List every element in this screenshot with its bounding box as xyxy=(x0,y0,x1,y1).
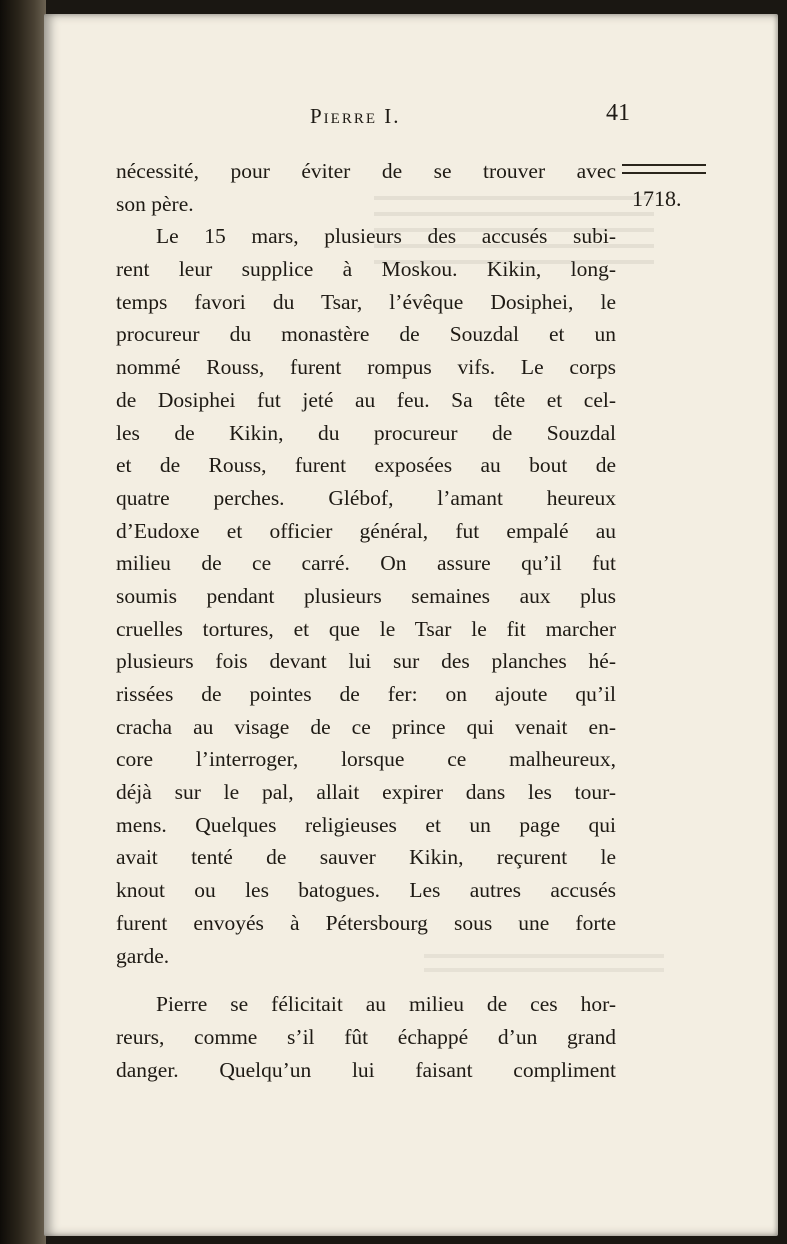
text-line: avait tenté de sauver Kikin, reçurent le xyxy=(116,845,616,870)
page-header xyxy=(310,100,630,136)
text-line: garde. xyxy=(116,943,170,968)
text-line: les de Kikin, du procureur de Souzdal xyxy=(116,420,616,445)
text-line: plusieurs fois devant lui sur des planches hé- xyxy=(116,649,616,674)
text-line: temps favori du Tsar, l’évêque Dosiphei, le xyxy=(116,289,616,314)
text-line: d’Eudoxe et officier général, fut empalé au xyxy=(116,518,616,543)
text-line: furent envoyés à Pétersbourg sous une forte xyxy=(116,910,616,935)
text-line: cracha au visage de ce prince qui venait en- xyxy=(116,714,616,739)
text-line: de Dosiphei fut jeté au feu. Sa tête et cel- xyxy=(116,387,616,412)
marginal-year: 1718. xyxy=(632,186,682,211)
book-gutter xyxy=(0,0,46,1244)
body-text xyxy=(116,155,616,1086)
text-line: rissées de pointes de fer: on ajoute qu’il xyxy=(116,682,616,706)
text-line: nécessité, pour éviter de se trouver avec xyxy=(116,159,616,183)
page-number: 41 xyxy=(606,100,630,126)
text-line: knout ou les batogues. Les autres accusés xyxy=(116,878,616,903)
text-line: quatre perches. Glébof, l’amant heureux xyxy=(116,485,616,510)
running-title: Pierre I. xyxy=(310,104,401,128)
text-line: milieu de ce carré. On assure qu’il fut xyxy=(116,551,616,576)
text-line: son père. xyxy=(116,191,194,216)
text-line: soumis pendant plusieurs semaines aux plus xyxy=(116,583,616,608)
text-line: cruelles tortures, et que le Tsar le fit marcher xyxy=(116,616,616,641)
text-line: déjà sur le pal, allait expirer dans les tour- xyxy=(116,780,616,805)
text-line: core l’interroger, lorsque ce malheureux, xyxy=(116,747,616,772)
text-line: reurs, comme s’il fût échappé d’un grand xyxy=(116,1024,616,1049)
text-line: mens. Quelques religieuses et un page qui xyxy=(116,812,616,837)
text-line: danger. Quelqu’un lui faisant compliment xyxy=(116,1057,616,1082)
text-line: procureur du monastère de Souzdal et un xyxy=(116,322,616,347)
text-line: Le 15 mars, plusieurs des accusés subi- xyxy=(156,224,616,249)
text-line: rent leur supplice à Moskou. Kikin, long- xyxy=(116,257,616,282)
text-line: et de Rouss, furent exposées au bout de xyxy=(116,453,616,478)
text-line: nommé Rouss, furent rompus vifs. Le corps xyxy=(116,355,616,380)
marginal-rule xyxy=(622,164,706,174)
text-line: Pierre se félicitait au milieu de ces hor- xyxy=(156,992,616,1017)
